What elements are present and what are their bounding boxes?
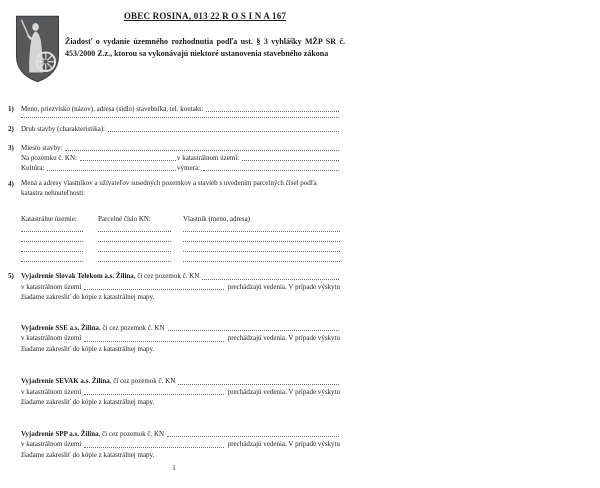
blank-cell — [183, 234, 340, 242]
item-3-number: 3) — [8, 144, 14, 152]
owners-table-header-row — [21, 214, 340, 224]
statement-lines-text: prechádzajú vedenia. V prípade výskytu — [227, 282, 340, 291]
owners-table-row — [21, 254, 340, 264]
statement-map-note: žiadame zakresliť do kópie z katastrálnej mapy. — [21, 450, 155, 459]
statement-company-name: Vyjadrenie Slovak Telekom a.s. Žilina — [21, 272, 134, 280]
blank-cell — [183, 254, 340, 262]
parcel-label: Na pozemku č. KN: — [21, 154, 77, 162]
blank-cell — [21, 254, 83, 262]
item-4-label: Mená a adresy vlastníkov a užívateľov susedných pozemkov a stavieb s uvedením parcelných čísel podľa katastra nehnuteľností: — [21, 179, 317, 197]
owners-table — [21, 214, 340, 264]
statement-company-name: Vyjadrenie SEVAK a.s. Žilina — [21, 377, 110, 385]
owners-table-row — [21, 224, 340, 234]
item-1-number: 1) — [8, 105, 14, 113]
form-header — [15, 11, 345, 84]
site-blank-line — [65, 143, 339, 151]
col-owner-header: Vlastník (meno, adresa) — [183, 215, 251, 223]
item-5-number: 5) — [8, 272, 14, 280]
statement-company-name: Vyjadrenie SSE a.s. Žilina — [21, 323, 99, 332]
blank-cell — [21, 234, 83, 242]
statement-sse — [8, 323, 340, 355]
item-2-building-type — [8, 124, 340, 134]
statement-map-note: žiadame zakresliť do kópie z katastrálnej mapy. — [21, 344, 155, 353]
statement-lines-text: prechádzajú vedenia. V prípade výskytu — [227, 387, 340, 396]
statement-cadastral-label: v katastrálnom území — [21, 334, 82, 342]
parcel-blank-line — [167, 429, 339, 438]
owners-table-row — [21, 234, 340, 244]
coat-of-arms-icon — [15, 14, 60, 84]
site-label: Miesto stavby: — [21, 144, 63, 152]
blank-cell — [98, 234, 171, 242]
statement-sevak — [8, 376, 340, 408]
parcel-blank-line — [178, 376, 339, 385]
parcel-blank-line — [202, 271, 339, 280]
culture-blank-line — [47, 163, 176, 171]
item-1-label: Meno, priezvisko (názov), adresa (sídlo) stavebníka, tel. kontakt: — [21, 105, 204, 113]
blank-cell — [98, 244, 171, 252]
cadastral-area-blank-line — [242, 153, 339, 161]
statement-lead-text: , či cez pozemok č. KN — [109, 377, 176, 385]
applicant-blank-line — [206, 104, 339, 112]
form-body — [8, 104, 340, 473]
item-4-neighbours — [8, 179, 340, 264]
statement-lines-text: prechádzajú vedenia. V prípade výskytu — [227, 334, 340, 342]
statement-lead-text: , či cez pozemok č. KN — [98, 429, 165, 438]
acreage-label: výmera: — [177, 164, 200, 172]
blank-cell — [98, 224, 171, 232]
blank-cell — [21, 244, 83, 252]
item-3-location — [8, 143, 340, 173]
owners-table-row — [21, 244, 340, 254]
item-4-number: 4) — [8, 180, 14, 188]
statement-spp — [8, 429, 340, 461]
culture-label: Kultúra: — [21, 164, 45, 172]
statement-cadastral-label: v katastrálnom území — [21, 387, 82, 396]
cadastral-area-label: v katastrálnom území: — [177, 154, 240, 162]
statement-lead-text: , či cez pozemok č. KN — [99, 323, 165, 332]
cadastral-blank-line — [84, 282, 223, 291]
parcel-blank-line — [80, 153, 176, 161]
page-title: OBEC ROSINA, 013 22 R O S I N A 167 — [123, 11, 287, 21]
statement-cadastral-label: v katastrálnom území — [21, 440, 82, 448]
statement-map-note: žiadame zakresliť do kópie z katastrálnej mapy. — [21, 293, 155, 301]
statement-cadastral-label: v katastrálnom území — [21, 282, 82, 291]
statement-slovak-telekom — [8, 271, 340, 303]
header-text-block — [65, 11, 345, 84]
blank-cell — [183, 244, 340, 252]
applicant-blank-line-2 — [21, 117, 339, 118]
acreage-blank-line — [203, 163, 339, 171]
statement-company-name: Vyjadrenie SPP a.s. Žilina — [21, 429, 99, 438]
cadastral-blank-line — [84, 333, 223, 342]
item-2-label: Druh stavby (charakteristika): — [21, 125, 105, 133]
col-cadastral-area-header: Katastrálne územie: — [21, 215, 77, 223]
statement-lines-text: prechádzajú vedenia. V prípade výskytu — [227, 440, 340, 448]
page-number: 1 — [172, 464, 176, 472]
blank-cell — [98, 254, 171, 262]
statement-lead-text: , či cez pozemok č. KN — [133, 272, 200, 280]
item-1-applicant — [8, 104, 340, 120]
col-parcel-number-header: Parcelné číslo KN: — [98, 215, 151, 223]
building-type-blank-line — [108, 124, 339, 132]
form-subject-paragraph: Žiadosť o vydanie územného rozhodnutia podľa ust. § 3 vyhlášky MŽP SR č. 453/2000 Z.z., ktorou sa vykonávajú niektoré ustanovenia stavebného zákona — [65, 37, 345, 58]
cadastral-blank-line — [84, 439, 223, 448]
parcel-blank-line — [168, 323, 340, 332]
blank-cell — [21, 224, 83, 232]
statement-map-note: žiadame zakresliť do kópie z katastrálnej mapy. — [21, 398, 155, 406]
blank-cell — [183, 224, 340, 232]
item-2-number: 2) — [8, 125, 14, 133]
cadastral-blank-line — [84, 387, 223, 396]
